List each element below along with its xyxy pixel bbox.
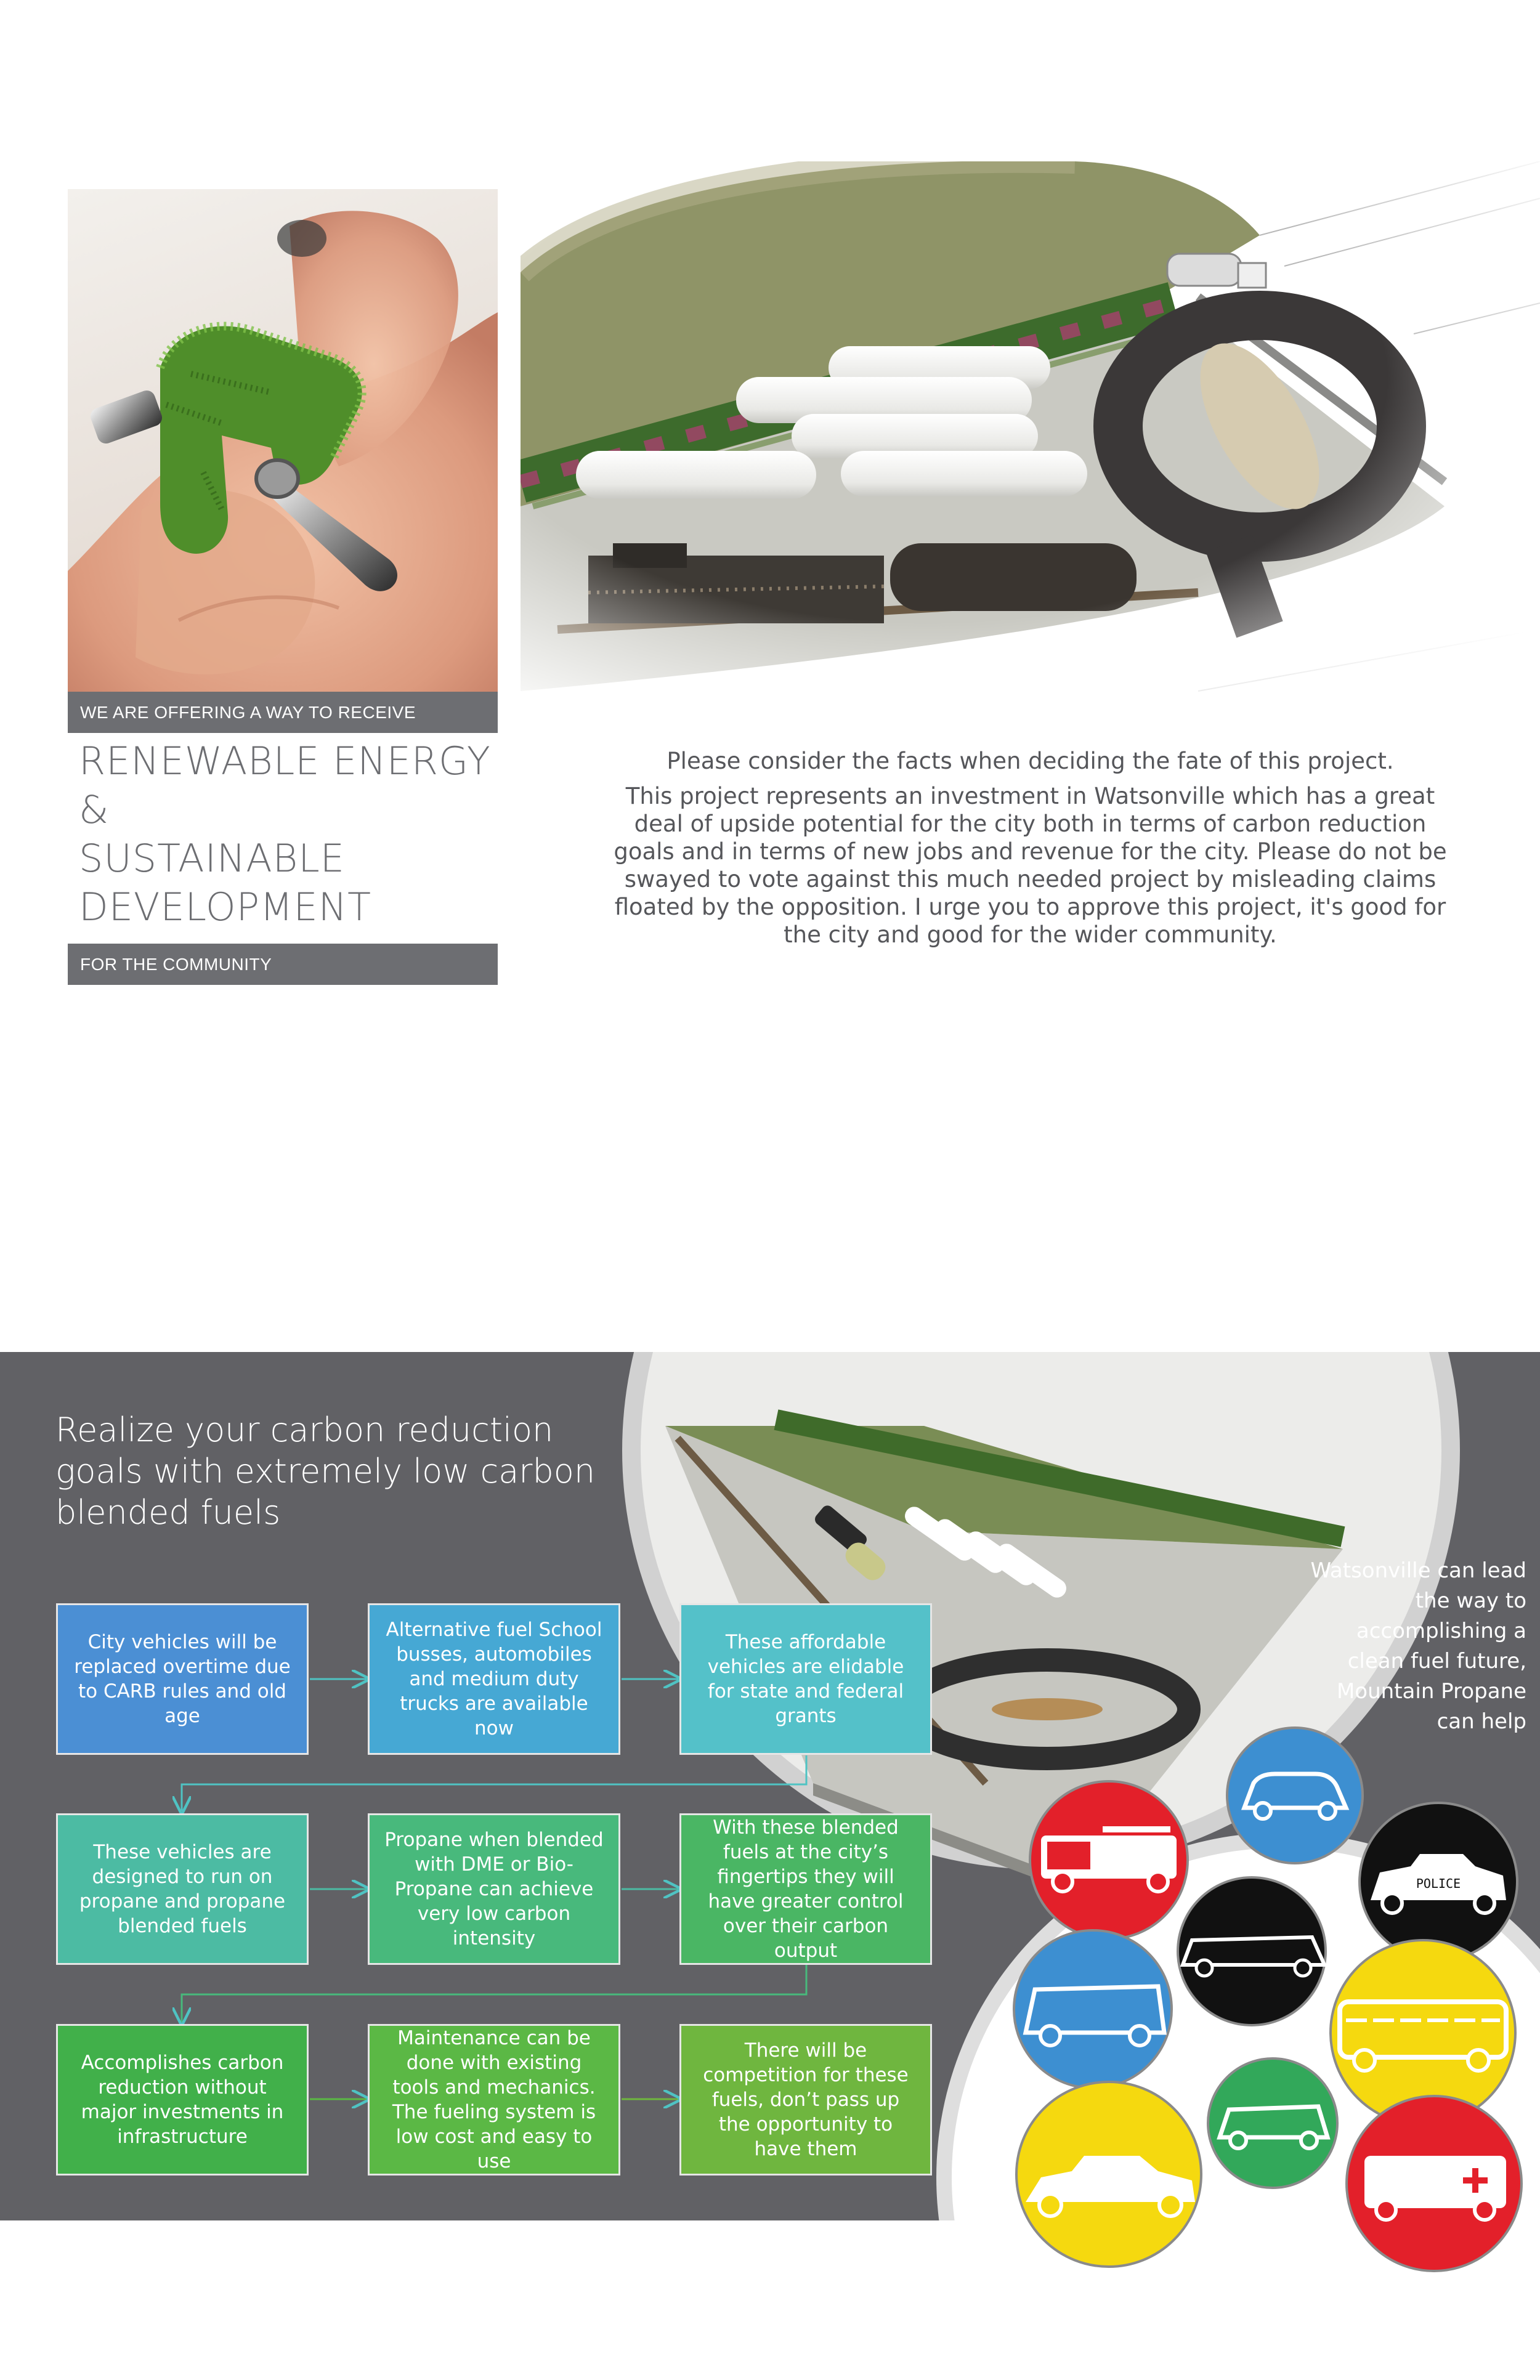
fire-truck-icon bbox=[1030, 1781, 1188, 1939]
flow-box bbox=[56, 2024, 309, 2176]
flow-box bbox=[368, 1813, 620, 1965]
watsonville-callout: Watsonville can lead the way to accomplishing a clean fuel future, Mountain Propane can help bbox=[1310, 1558, 1526, 1734]
flow-box-text: Alternative fuel School busses, automobiles and medium duty trucks are available now bbox=[386, 1619, 602, 1739]
flow-box bbox=[368, 2024, 620, 2176]
flow-box-text: Propane when blended with DME or Bio-Propane can achieve very low carbon intensity bbox=[384, 1829, 604, 1949]
limousine-icon bbox=[1178, 1877, 1326, 2025]
flow-box-text: Maintenance can be done with existing tools and mechanics. The fueling system is low cost and easy to use bbox=[392, 2027, 596, 2172]
sedan-icon bbox=[1227, 1728, 1363, 1863]
carbon-reduction-title: Realize your carbon reduction goals with extremely low carbon blended fuels bbox=[55, 1411, 596, 1532]
headline-line: RENEWABLE ENERGY bbox=[79, 739, 491, 783]
community-banner-text: FOR THE COMMUNITY bbox=[80, 954, 272, 974]
flow-box bbox=[56, 1813, 309, 1965]
flow-box bbox=[56, 1603, 309, 1755]
headline-line: & bbox=[79, 787, 110, 832]
flow-box-text: Accomplishes carbon reduction without major investments in infrastructure bbox=[81, 2052, 284, 2148]
taxi-icon bbox=[1016, 2082, 1201, 2267]
offer-banner-text: WE ARE OFFERING A WAY TO RECEIVE bbox=[80, 702, 416, 722]
flow-box-text: These vehicles are designed to run on propane and propane blended fuels bbox=[79, 1841, 286, 1937]
van-icon bbox=[1014, 1930, 1172, 2088]
flow-box bbox=[368, 1603, 620, 1755]
police-car-icon bbox=[1360, 1803, 1517, 1961]
flow-box bbox=[679, 2024, 932, 2176]
vehicle-circles bbox=[1014, 1728, 1522, 2271]
ambulance-icon bbox=[1347, 2096, 1522, 2271]
flow-box bbox=[679, 1813, 932, 1965]
flow-box bbox=[679, 1603, 932, 1755]
facts-lead: Please consider the facts when deciding the fate of this project. bbox=[667, 748, 1394, 774]
headline-line: DEVELOPMENT bbox=[79, 884, 371, 929]
flow-box-text: These affordable vehicles are elidable for state and federal grants bbox=[707, 1631, 904, 1727]
police-label: POLICE bbox=[1416, 1876, 1461, 1891]
flow-box-text: City vehicles will be replaced overtime due to CARB rules and old age bbox=[74, 1631, 291, 1727]
headline-line: SUSTAINABLE bbox=[79, 836, 345, 881]
wagon-icon bbox=[1208, 2058, 1337, 2188]
facts-body: This project represents an investment in Watsonville which has a great deal of upside potential for the city both in terms of carbon reduction goals and in terms of new jobs and revenue for the city. Please do not be swayed to vote against this much needed project by misleading claims floated by the opposition. I urge you to approve this project, it's good for the city and good for the wider community. bbox=[614, 783, 1447, 948]
flow-box-text: With these blended fuels at the city’s fingertips they will have greater control over their carbon output bbox=[708, 1816, 904, 1962]
flow-box-text: There will be competition for these fuels, don’t pass up the opportunity to have them bbox=[703, 2039, 909, 2160]
